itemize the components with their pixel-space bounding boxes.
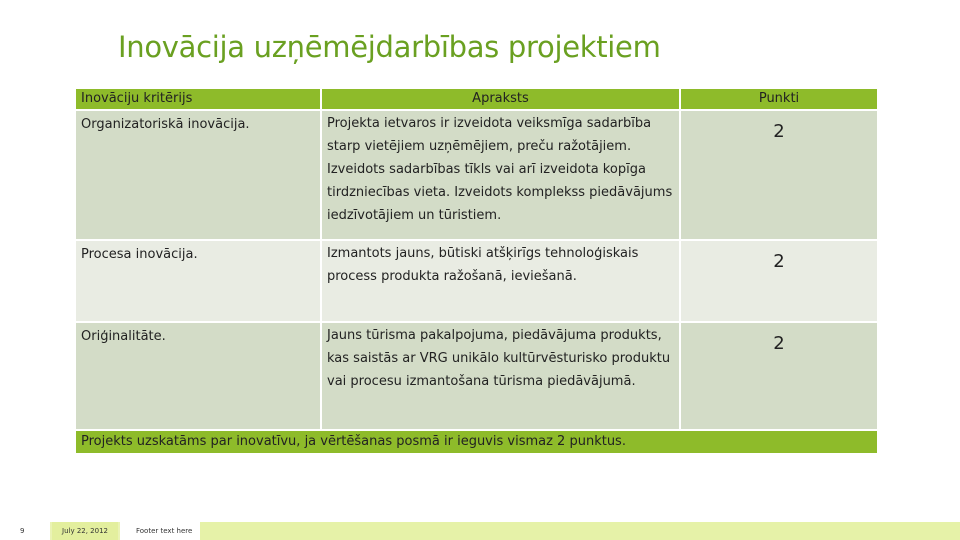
description-cell: Jauns tūrisma pakalpojuma, piedāvājuma produkts, kas saistās ar VRG unikālo kultūrvēsturisko produktu vai procesu izmantošana tūrisma piedāvājumā. [321,322,680,430]
slide-title: Inovācija uzņēmējdarbības projektiem [118,30,661,64]
description-cell: Izmantots jauns, būtiski atšķirīgs tehnoloģiskais process produkta ražošanā, ieviešanā. [321,240,680,322]
header-criterion: Inovāciju kritērijs [75,88,321,110]
footer-segment [200,522,960,540]
footer-text: Footer text here [136,527,193,535]
table-row [75,322,878,430]
criterion-cell: Procesa inovācija. [75,240,321,322]
table-row [75,110,878,240]
table-header-row [75,88,878,110]
points-cell: 2 [680,110,878,240]
criterion-cell: Organizatoriskā inovācija. [75,110,321,240]
criterion-cell: Oriģinalitāte. [75,322,321,430]
points-cell: 2 [680,322,878,430]
footer-segment [0,522,50,540]
criteria-table [74,87,879,455]
description-cell: Projekta ietvaros ir izveidota veiksmīga sadarbība starp vietējiem uzņēmējiem, preču ražotājiem. Izveidots sadarbības tīkls vai arī izveidota kopīga tirdzniecības vieta. Izveidots komplekss piedāvājums iedzīvotājiem un tūristiem. [321,110,680,240]
points-cell: 2 [680,240,878,322]
header-description: Apraksts [321,88,680,110]
footer-date: July 22, 2012 [62,527,108,535]
table-row [75,240,878,322]
table-footer-note: Projekts uzskatāms par inovatīvu, ja vērtēšanas posmā ir ieguvis vismaz 2 punktus. [75,430,878,454]
table-footer-row [75,430,878,454]
header-points: Punkti [680,88,878,110]
page-number: 9 [20,527,25,535]
